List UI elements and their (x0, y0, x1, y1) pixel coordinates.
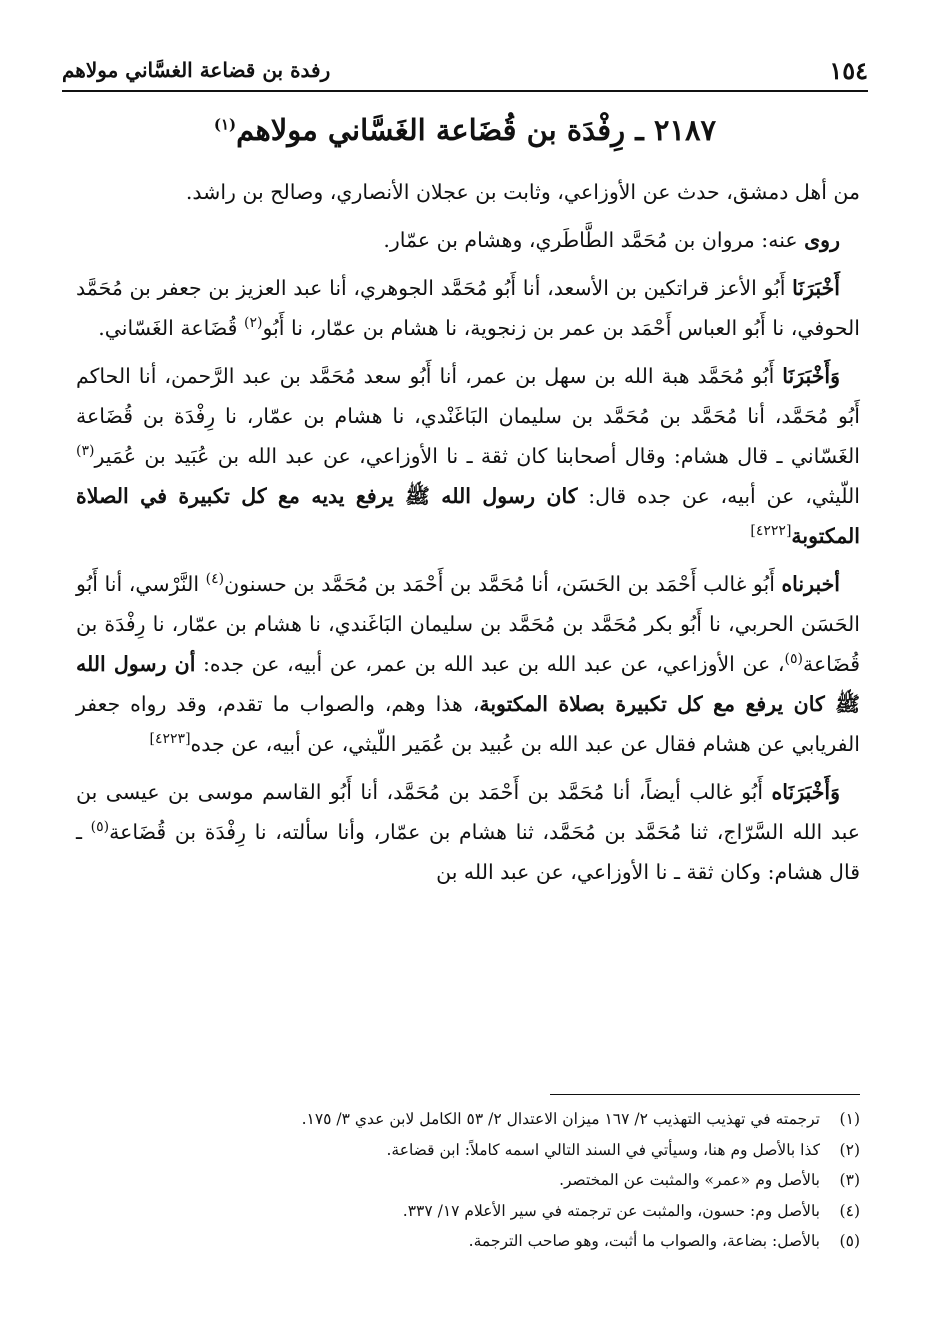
footnote-number: (٢) (839, 1140, 860, 1159)
footnotes (76, 1104, 860, 1257)
footnote-ref: (٢) (243, 315, 263, 332)
paragraph-text: ـ قال هشام: وكان ثقة ـ نا الأوزاعي، عن عبد الله بن (76, 820, 860, 884)
paragraph (76, 564, 860, 764)
footnote-text: كذا بالأصل وم هنا، وسيأتي في السند التالي اسمه كاملاً: ابن قضاعة. (386, 1140, 820, 1159)
footnote-divider (550, 1094, 860, 1095)
paragraph-text: النَّرْسي، أنا أَبُو الحَسَن الحربي، نا أَبُو بكر مُحَمَّد بن مُحَمَّد بن سليمان البَاغَندي، نا هشام بن عمّار، نا رِفْدَة بن قُضَاعة (76, 572, 860, 676)
paragraph (76, 772, 860, 892)
paragraph-keyword: أَخْبَرَنَا (792, 276, 840, 300)
hadith-number: [٤٢٢٢] (750, 523, 792, 540)
footnote-number: (٣) (839, 1171, 860, 1189)
footnote-number: (٥) (839, 1232, 860, 1250)
hadith-number: [٤٢٢٣] (149, 731, 191, 748)
paragraph-text: ، عن الأوزاعي، عن عبد الله بن عبد الله بن عمر، عن أبيه، عن جده: (195, 652, 785, 676)
footnote-ref: (٥) (784, 651, 803, 668)
footnote (76, 1165, 860, 1196)
paragraph-keyword: وَأَخْبَرَنَاه (771, 780, 840, 804)
paragraph-text: قُضَاعة الغَسّاني. (98, 316, 244, 340)
paragraph (76, 356, 860, 556)
footnote-text: ترجمته في تهذيب التهذيب ٢/ ١٦٧ ميزان الاعتدال ٢/ ٥٣ الكامل لابن عدي ٣/ ١٧٥. (301, 1110, 820, 1128)
entry-title-text: ٢١٨٧ ـ رِفْدَة بن قُضَاعة الغَسَّاني مولاهم (236, 113, 717, 147)
hadith-text: أن رسول الله ﷺ كان يرفع مع كل تكبيرة بصلاة المكتوبة (76, 652, 861, 716)
footnote-ref: (١) (213, 115, 237, 134)
page-number: ١٥٤ (829, 55, 868, 85)
paragraph (76, 172, 860, 212)
paragraph-text: أَبُو غالب أيضاً، أنا مُحَمَّد بن أَحْمَد بن مُحَمَّد، أنا أَبُو القاسم موسى بن عيسى بن عبد الله السَّرّاج، ثنا مُحَمَّد بن مُحَمَّد، ثنا هشام بن عمّار، وأنا سألته، نا رِفْدَة بن قُضَاعة (76, 780, 860, 844)
entry-title (62, 113, 868, 147)
running-title: رفدة بن قضاعة الغسَّاني مولاهم (62, 58, 331, 82)
footnote (76, 1196, 860, 1227)
paragraph-text: أَبُو غالب أَحْمَد بن الحَسَن، أنا مُحَمَّد بن أَحْمَد بن مُحَمَّد بن حسنون (224, 572, 782, 596)
footnote (76, 1135, 860, 1166)
footnote-ref: (٣) (76, 443, 95, 460)
footnote-ref: (٤) (205, 571, 225, 588)
paragraph-keyword: وَأَخْبَرَنَا (782, 364, 840, 388)
paragraph-keyword: روى (804, 228, 840, 252)
footnote-number: (١) (839, 1110, 860, 1128)
paragraph (76, 268, 860, 348)
footnote-ref: (٥) (90, 819, 110, 836)
paragraph-text: أَبُو الأعز قراتكين بن الأسعد، أنا أَبُو مُحَمَّد الجوهري، أنا عبد العزيز بن جعفر بن مُحَمَّد الحوفي، نا أَبُو العباس أَحْمَد بن عمر بن زنجوية، نا هشام بن عمّار، نا أَبُو (76, 276, 860, 340)
paragraph (76, 220, 860, 260)
paragraph-text: اللّيثي، عن أبيه، عن جده قال: (577, 484, 860, 508)
footnote-number: (٤) (839, 1201, 860, 1220)
footnote-text: بالأصل وم «عمر» والمثبت عن المختصر. (559, 1171, 820, 1189)
paragraph-text: ، هذا وهم، والصواب ما تقدم، وقد رواه جعفر الفريابي عن هشام فقال عن عبد الله بن عُبيد بن عُمَير اللّيثي، عن أبيه، عن جده (76, 692, 860, 756)
running-header (62, 50, 868, 92)
footnote-text: بالأصل: بضاعة، والصواب ما أثبت، وهو صاحب الترجمة. (468, 1232, 820, 1250)
hadith-text: كان رسول الله ﷺ يرفع يديه مع كل تكبيرة في الصلاة المكتوبة (76, 484, 860, 548)
paragraph-text: عنه: مروان بن مُحَمَّد الطَّاطَري، وهشام بن عمّار. (383, 228, 805, 252)
main-text (76, 172, 860, 900)
paragraph-text: من أهل دمشق، حدث عن الأوزاعي، وثابت بن عجلان الأنصاري، وصالح بن راشد. (185, 180, 860, 204)
paragraph-text: أَبُو مُحَمَّد هبة الله بن سهل بن عمر، أنا أَبُو سعد مُحَمَّد بن عبد الرَّحمن، أنا الحاكم أَبُو مُحَمَّد، أنا مُحَمَّد بن مُحَمَّد بن سليمان البَاغَنْدي، نا هشام بن عمّار، نا رِفْدَة بن قُضَاعة الغَسّاني ـ قال هشام: وقال أصحابنا كان ثقة ـ نا الأوزاعي، عن عبد الله بن عُبَيد بن عُمَير (76, 364, 860, 468)
footnote (76, 1226, 860, 1257)
paragraph-keyword: أخبرناه (781, 572, 840, 596)
footnote-text: بالأصل وم: حسون، والمثبت عن ترجمته في سير الأعلام ١٧/ ٣٣٧. (402, 1201, 820, 1220)
footnote (76, 1104, 860, 1135)
